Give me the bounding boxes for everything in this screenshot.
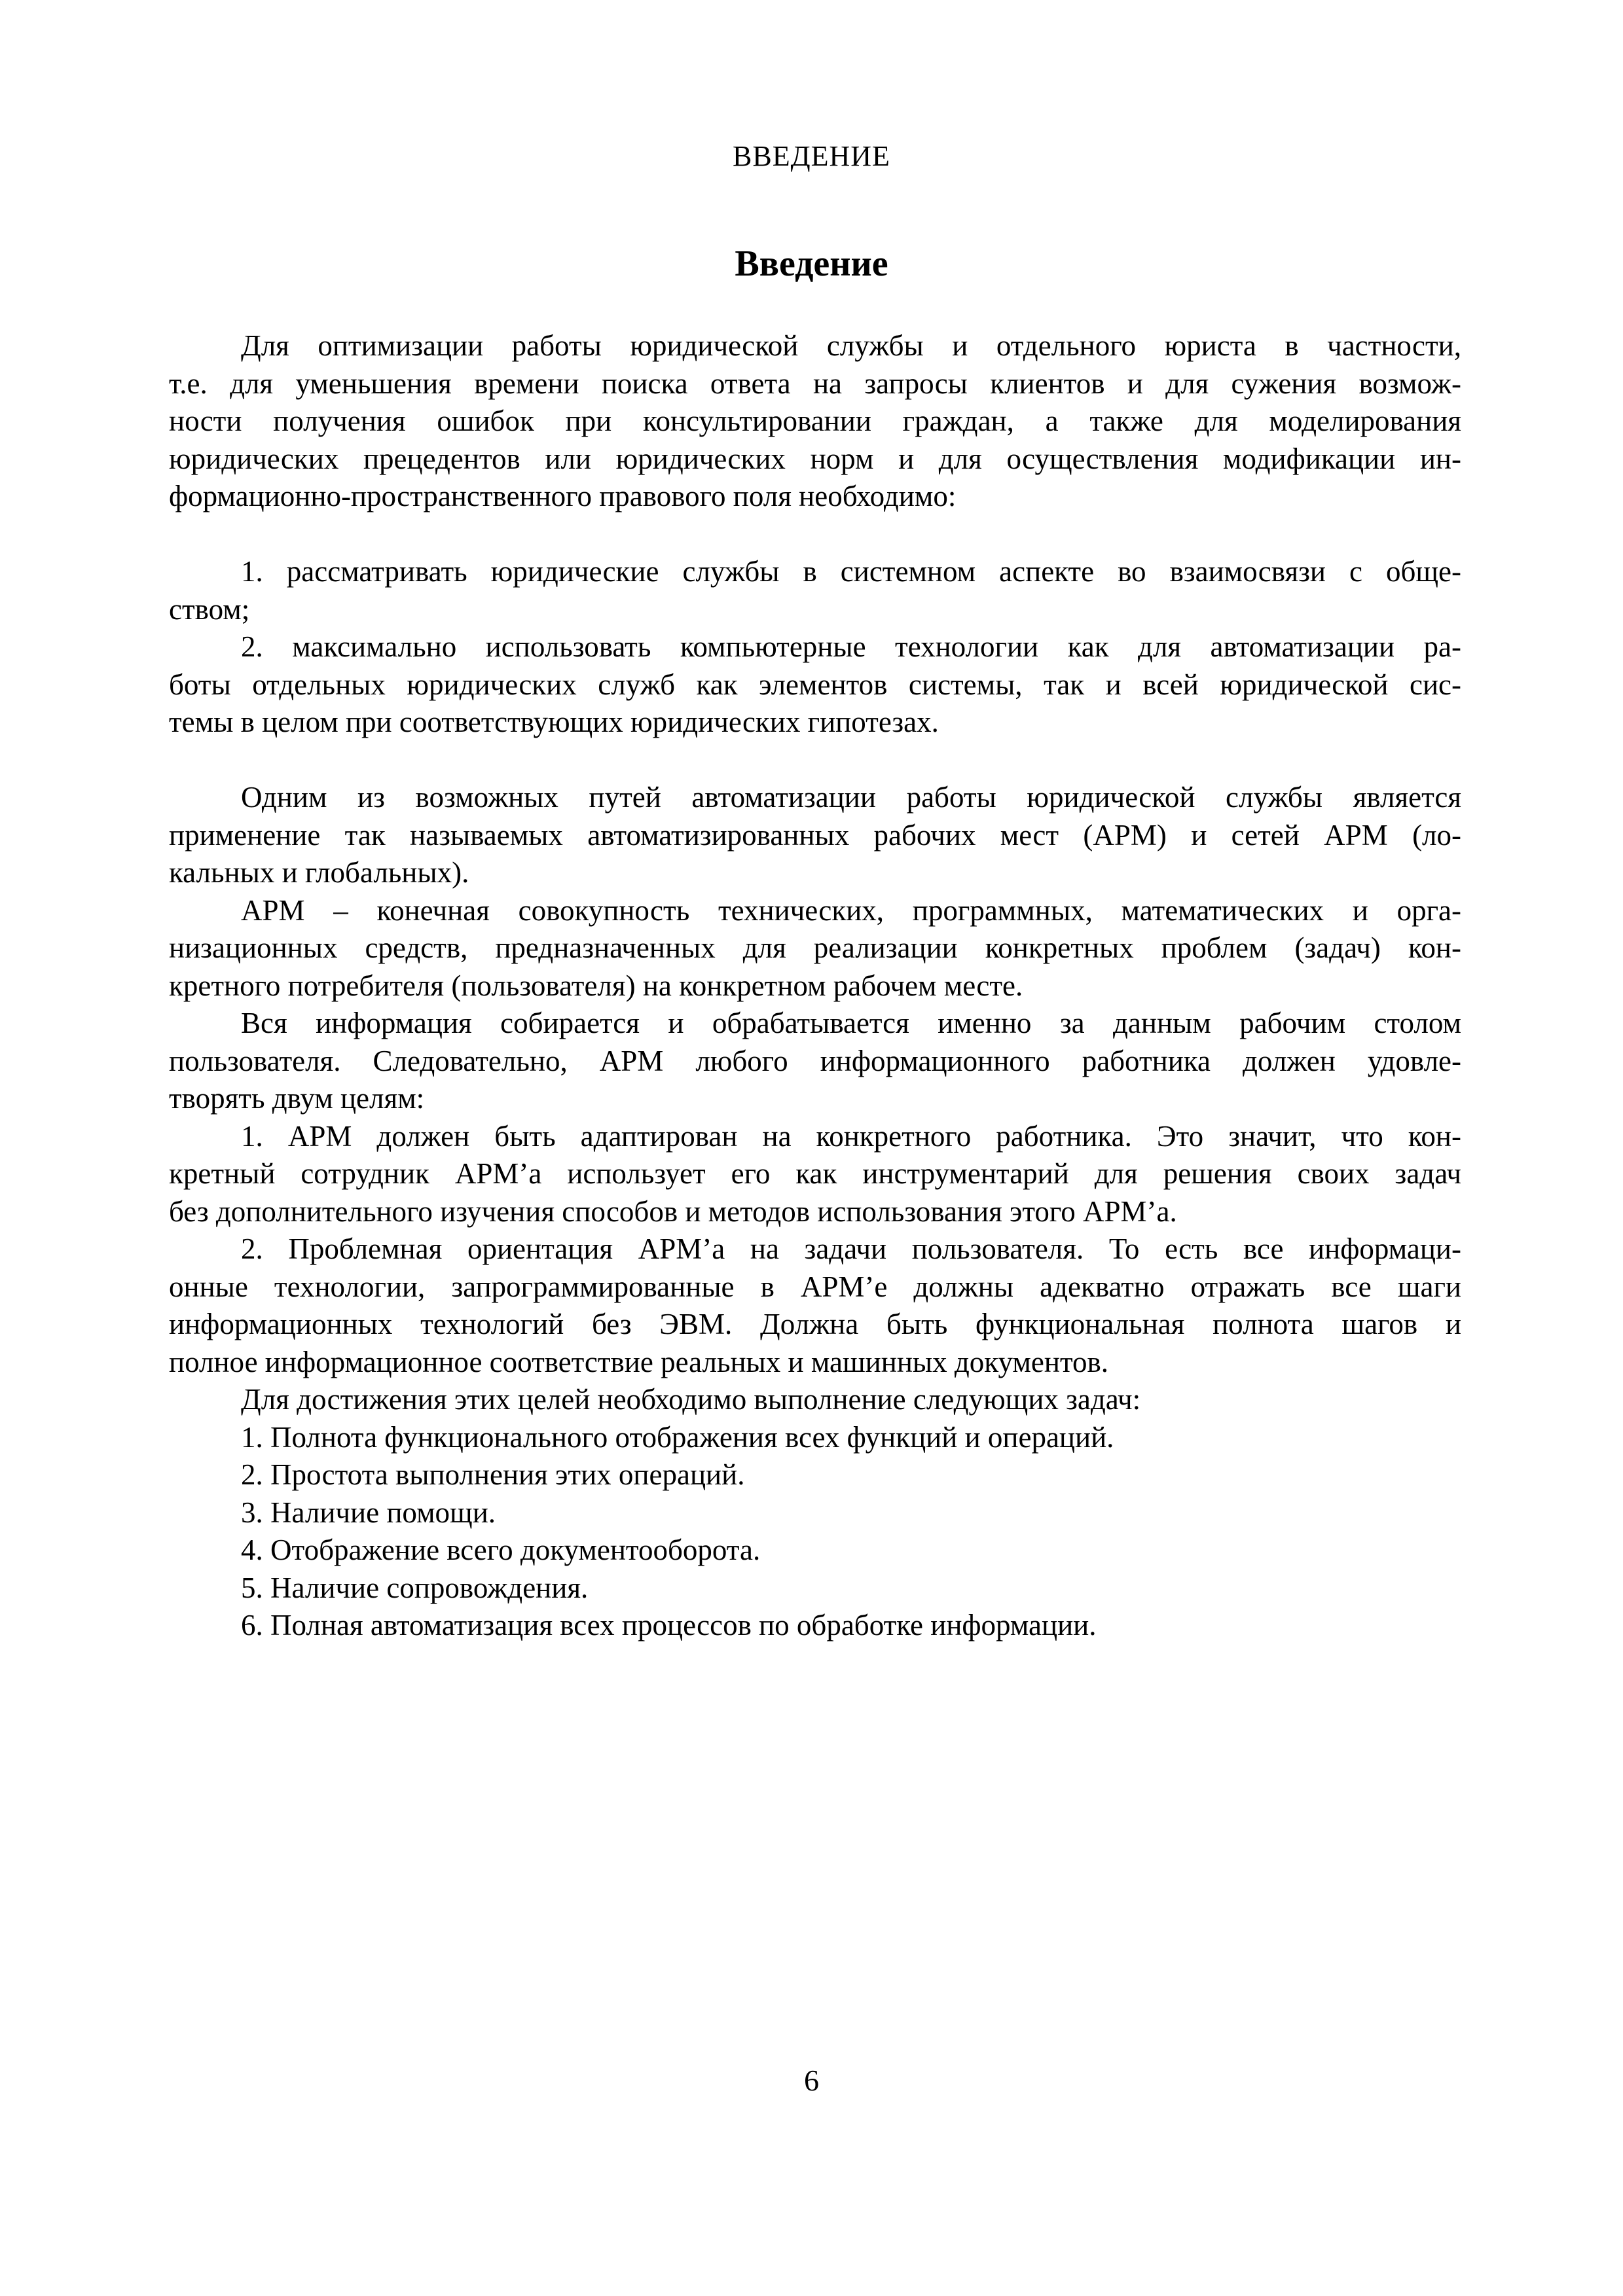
page-number: 6 — [804, 2064, 819, 2097]
text-line: Вся информация собирается и обрабатывается именно за данным рабочим столом — [241, 1007, 1461, 1039]
text-line: формационно-пространственного правового поля необходимо: — [169, 480, 957, 512]
text-line: без дополнительного изучения способов и методов использования этого АРМ’а. — [169, 1194, 1177, 1228]
text-line: кретного потребителя (пользователя) на конкретном рабочем месте. — [169, 969, 1023, 1002]
text-line: пользователя. Следовательно, АРМ любого информационного работника должен удовле- — [169, 1044, 1461, 1077]
text-line: информационных технологий без ЭВМ. Должна быть функциональная полнота шагов и — [169, 1308, 1461, 1340]
body-text — [169, 327, 1461, 1645]
text-line: низационных средств, предназначенных для реализации конкретных проблем (задач) кон- — [169, 931, 1461, 964]
text-line: кальных и глобальных). — [169, 856, 469, 889]
list-item: 1. Полнота функционального отображения всех функций и операций. — [241, 1420, 1114, 1454]
text-line: 2. Проблемная ориентация АРМ’а на задачи пользователя. То есть все информаци- — [241, 1232, 1461, 1265]
text-line: боты отдельных юридических служб как элементов системы, так и всей юридической сис- — [169, 668, 1461, 701]
text-line: 1. АРМ должен быть адаптирован на конкретного работника. Это значит, что кон- — [241, 1119, 1461, 1153]
text-line: юридических прецедентов или юридических норм и для осуществления модификации ин- — [169, 442, 1461, 475]
text-line: ности получения ошибок при консультировании граждан, а также для моделирования — [169, 404, 1461, 437]
text-line: творять двум целям: — [169, 1082, 425, 1115]
text-line: т.е. для уменьшения времени поиска ответа на запросы клиентов и для сужения возмож- — [169, 367, 1461, 400]
text-line: темы в целом при соответствующих юридических гипотезах. — [169, 706, 939, 738]
list-item: 3. Наличие помощи. — [241, 1496, 496, 1529]
blank-line — [169, 516, 1461, 554]
text-line: Одним из возможных путей автоматизации работы юридической службы является — [241, 781, 1461, 814]
text-line: онные технологии, запрограммированные в АРМ’е должны адекватно отражать все шаги — [169, 1270, 1461, 1303]
text-line: Для достижения этих целей необходимо выполнение следующих задач: — [241, 1383, 1141, 1416]
blank-line — [169, 742, 1461, 780]
list-item: 4. Отображение всего документооборота. — [241, 1534, 761, 1566]
text-line: 2. максимально использовать компьютерные технологии как для автоматизации ра- — [241, 630, 1461, 663]
list-item: 6. Полная автоматизация всех процессов по обработке информации. — [241, 1609, 1097, 1641]
text-line: 1. рассматривать юридические службы в системном аспекте во взаимосвязи с обще- — [241, 555, 1461, 588]
text-line: ством; — [169, 592, 250, 626]
text-line: АРМ – конечная совокупность технических, программных, математических и орга- — [241, 893, 1461, 927]
text-line: полное информационное соответствие реальных и машинных документов. — [169, 1345, 1109, 1378]
text-line: кретный сотрудник АРМ’а использует его как инструментарий для решения своих задач — [169, 1157, 1461, 1190]
text-line: Для оптимизации работы юридической службы и отдельного юриста в частности, — [241, 329, 1461, 362]
page-title: Введение — [735, 243, 888, 284]
running-head: ВВЕДЕНИЕ — [733, 140, 890, 172]
list-item: 5. Наличие сопровождения. — [241, 1571, 589, 1604]
list-item: 2. Простота выполнения этих операций. — [241, 1458, 745, 1491]
text-line: применение так называемых автоматизированных рабочих мест (АРМ) и сетей АРМ (ло- — [169, 818, 1461, 852]
